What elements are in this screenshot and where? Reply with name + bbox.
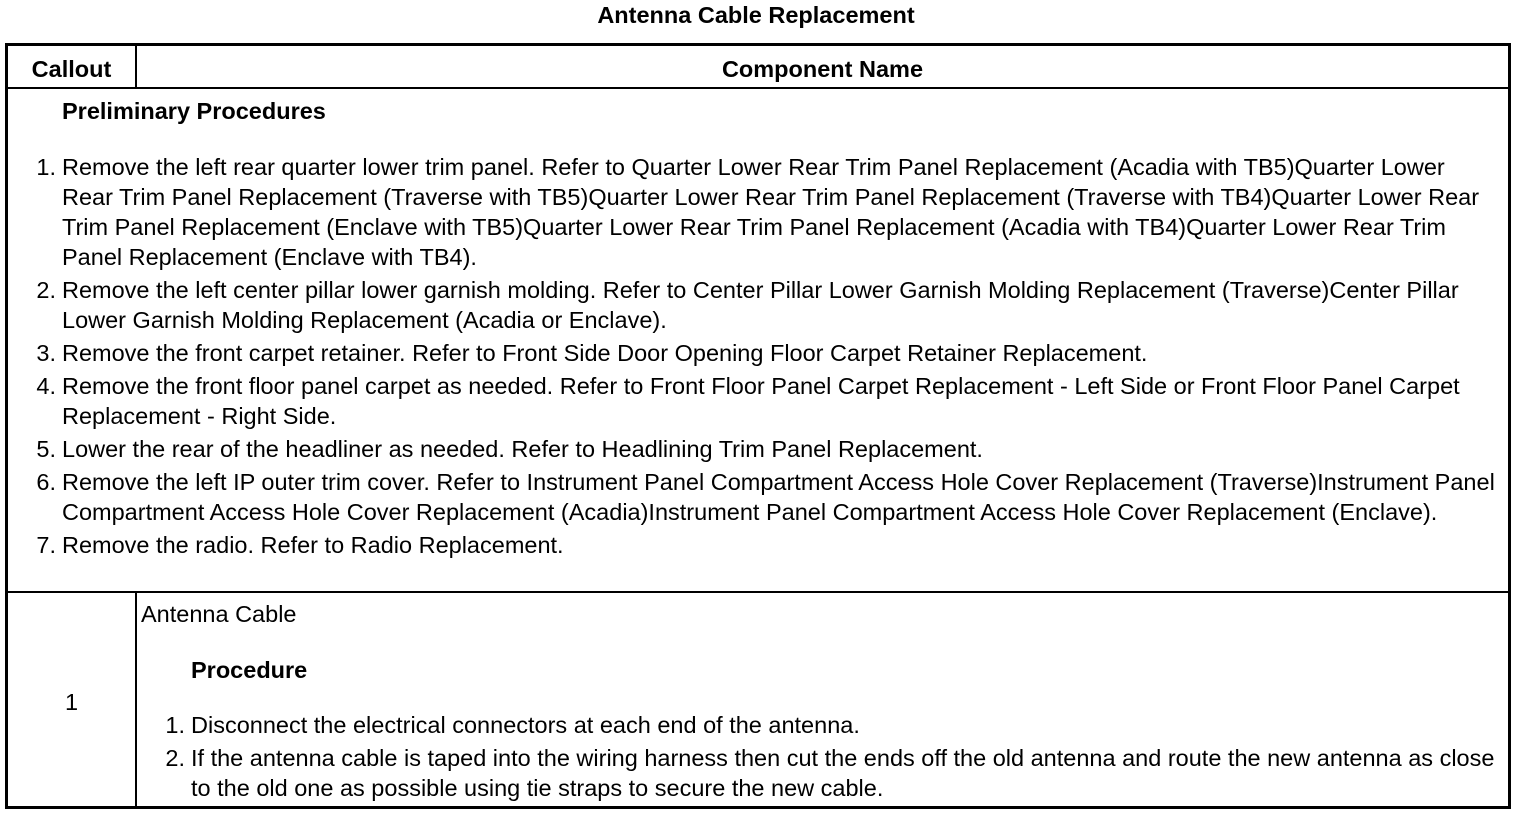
step-text: Remove the front carpet retainer. Refer to Front Side Door Opening Floor Carpet Retainer Replacement. [62, 340, 1148, 366]
step-text: Remove the left center pillar lower garnish molding. Refer to Center Pillar Lower Garnish Molding Replacement (Traverse)Center Pillar Lower Garnish Molding Replacement (Acadia or Enclave). [62, 277, 1459, 333]
step-number: 4. [36, 373, 56, 399]
step-number: 5. [36, 436, 56, 462]
header-divider [8, 87, 1508, 89]
header-component-name: Component Name [721, 56, 924, 82]
list-item [36, 467, 1502, 527]
list-item [36, 371, 1502, 431]
row-divider [8, 591, 1508, 593]
step-number: 3. [36, 340, 56, 366]
list-item [165, 710, 1501, 740]
step-text: Remove the left IP outer trim cover. Refer to Instrument Panel Compartment Access Hole Cover Replacement (Traverse)Instrument Panel Compartment Access Hole Cover Replacement (Acadia)Instrument Panel Compartment Access Hole Cover Replacement (Enclave). [62, 469, 1495, 525]
callout-number: 1 [64, 689, 79, 715]
row-column-divider [135, 592, 137, 806]
preliminary-heading: Preliminary Procedures [62, 98, 326, 124]
component-table [5, 43, 1511, 809]
step-text: Remove the front floor panel carpet as needed. Refer to Front Floor Panel Carpet Replacement - Left Side or Front Floor Panel Carpet Replacement - Right Side. [62, 373, 1460, 429]
list-item [36, 434, 1502, 464]
list-item [165, 743, 1501, 803]
step-number: 2. [165, 745, 185, 771]
step-text: Remove the left rear quarter lower trim panel. Refer to Quarter Lower Rear Trim Panel Replacement (Acadia with TB5)Quarter Lower Rear Trim Panel Replacement (Traverse with TB5)Quarter Lower Rear Trim Panel Replacement (Traverse with TB4)Quarter Lower Rear Trim Panel Replacement (Enclave with TB5)Quarter Lower Rear Trim Panel Replacement (Acadia with TB4)Quarter Lower Rear Trim Panel Replacement (Enclave with TB4). [62, 154, 1480, 270]
header-callout: Callout [31, 56, 112, 82]
step-number: 1. [36, 154, 56, 180]
step-number: 2. [36, 277, 56, 303]
step-text: If the antenna cable is taped into the wiring harness then cut the ends off the old antenna and route the new antenna as close to the old one as possible using tie straps to secure the new cable. [191, 745, 1495, 801]
step-number: 6. [36, 469, 56, 495]
step-text: Remove the radio. Refer to Radio Replacement. [62, 532, 564, 558]
step-number: 1. [165, 712, 185, 738]
procedure-steps [165, 710, 1501, 806]
list-item [36, 275, 1502, 335]
preliminary-steps [36, 152, 1502, 563]
step-text: Disconnect the electrical connectors at each end of the antenna. [191, 712, 860, 738]
procedure-heading: Procedure [191, 657, 308, 683]
step-number: 7. [36, 532, 56, 558]
component-name: Antenna Cable [141, 601, 297, 627]
list-item [36, 338, 1502, 368]
page-title: Antenna Cable Replacement [597, 2, 915, 28]
list-item [36, 530, 1502, 560]
list-item [36, 152, 1502, 272]
step-text: Lower the rear of the headliner as needed. Refer to Headlining Trim Panel Replacement. [62, 436, 983, 462]
